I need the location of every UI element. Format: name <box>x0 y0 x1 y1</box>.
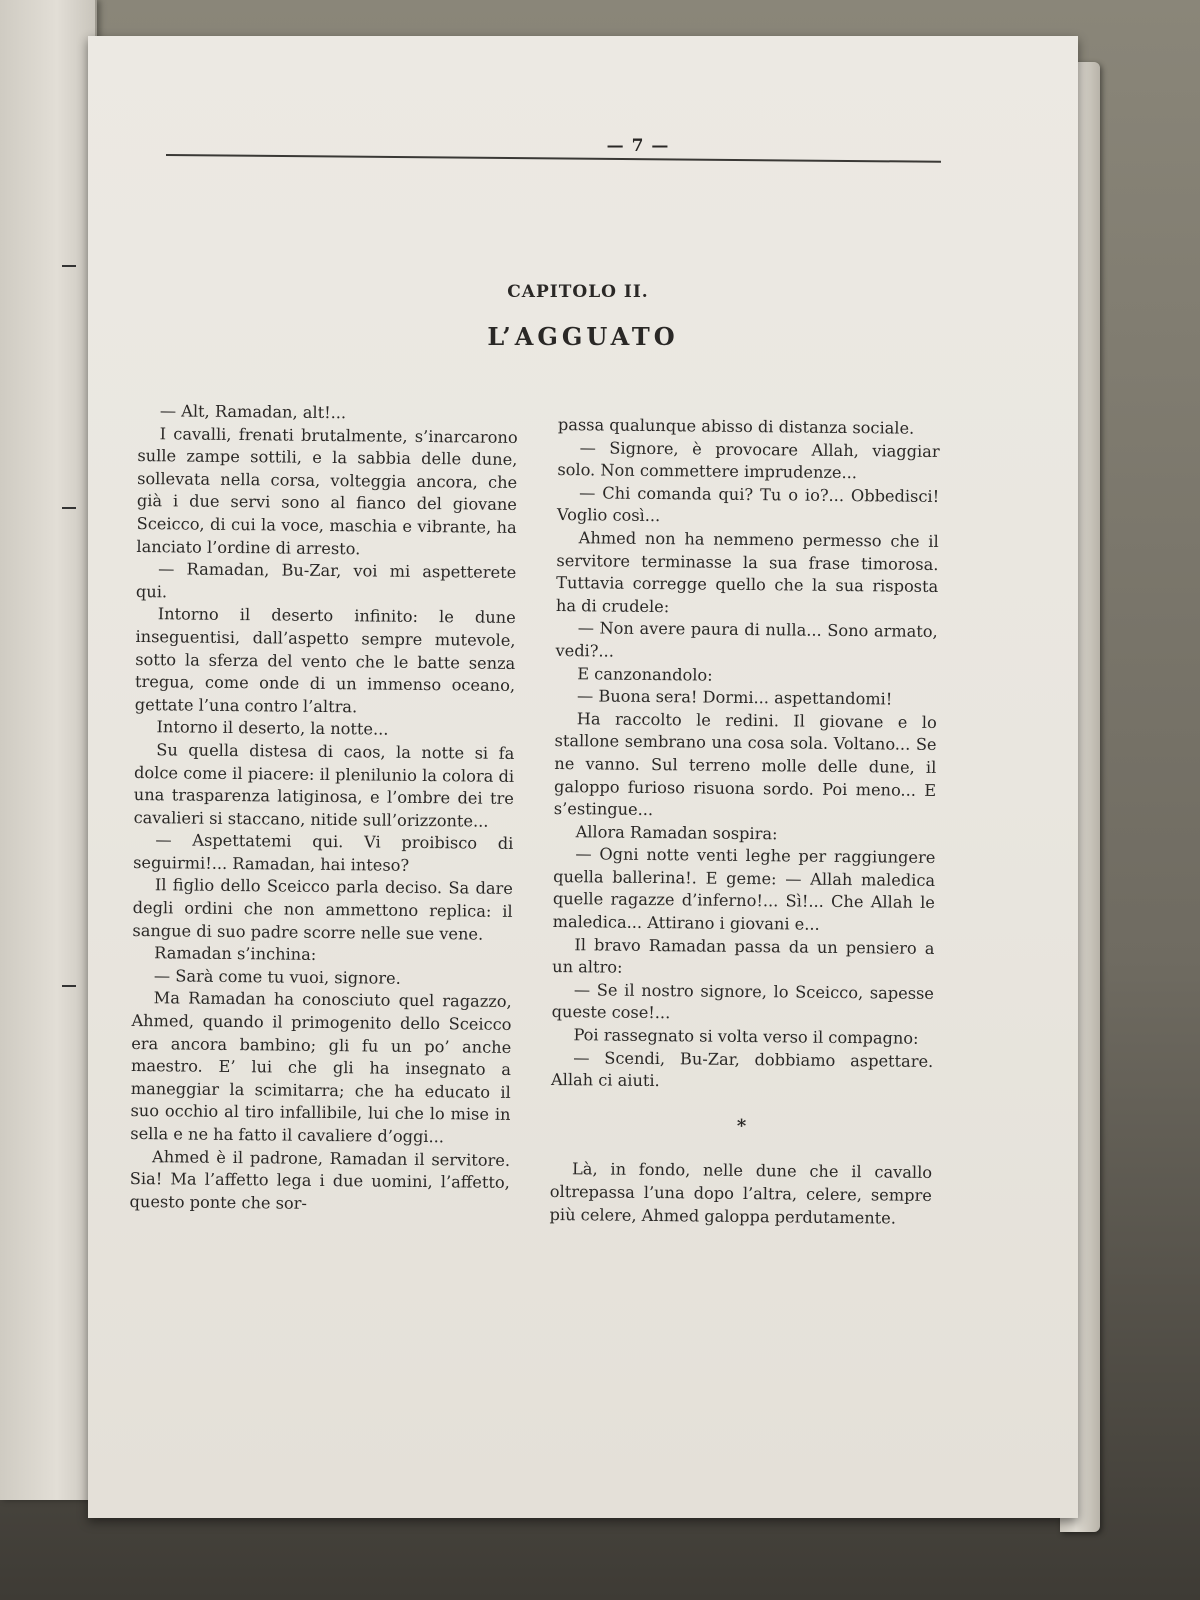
paragraph: — Buona sera! Dormi... aspettandomi! <box>576 686 893 709</box>
paragraph: — Chi comanda qui? Tu o io?... Obbedisci! Voglio così... <box>556 483 940 526</box>
chapter-title: L’AGGUATO <box>487 322 679 351</box>
chapter-label: CAPITOLO II. <box>507 282 649 302</box>
paragraph: Il figlio dello Sceicco parla deciso. Sa dare degli ordini che non ammettono replica: il sangue di suo padre scorre nelle sue vene. <box>132 875 514 944</box>
paragraph: Ahmed è il padrone, Ramadan il servitore. Sia! Ma l’affetto lega i due uomini, l’affetto, questo ponte che sor- <box>129 1146 511 1213</box>
text-column-right <box>549 414 939 1230</box>
paragraph: Poi rassegnato si volta verso il compagno: <box>573 1025 919 1048</box>
paragraph: Allora Ramadan sospira: <box>575 821 778 844</box>
paragraph: — Non avere paura di nulla... Sono armato, vedi?... <box>555 618 938 661</box>
binding-thread-mark <box>62 985 76 987</box>
paragraph: Intorno il deserto infinito: le dune inseguentisi, dall’aspetto sempre mutevole, sotto la sferza del vento che le batte senza tregua, come onde di un immenso oceano, gettate l’una contro l’altra. <box>134 604 516 717</box>
paragraph: — Se il nostro signore, lo Sceicco, sapesse queste cose!... <box>551 980 935 1023</box>
paragraph: Ma Ramadan ha conosciuto quel ragazzo, Ahmed, quando il primogenito dello Sceicco era ancora bambino; gli fu un po’ anche maestro. E’ lui che gli ha insegnato a maneggiar la scimitarra; che ha educato il suo occhio al tiro infallibile, lui che lo mise in sella e ne ha fatto il cavaliere d’oggi... <box>130 988 512 1147</box>
paragraph: passa qualunque abisso di distanza sociale. <box>557 414 915 438</box>
binding-thread-mark <box>62 265 76 267</box>
paragraph: — Scendi, Bu-Zar, dobbiamo aspettare. Allah ci aiuti. <box>550 1047 934 1091</box>
paragraph: — Sarà come tu vuoi, signore. <box>153 966 401 988</box>
paragraph: E canzonandolo: <box>577 663 713 685</box>
binding-thread-mark <box>62 507 76 509</box>
paragraph: Ramadan s’inchina: <box>154 943 317 965</box>
paragraph: — Signore, è provocare Allah, viaggiar solo. Non commettere imprudenze... <box>557 437 940 483</box>
paragraph: — Alt, Ramadan, alt!... <box>159 401 347 423</box>
paragraph: — Ogni notte venti leghe per raggiungere quella ballerina!. E geme: — Allah maledica quelle ragazze d’inferno!... Sì!... Che Allah le maledica... Attirano i giovani e... <box>552 844 936 934</box>
paragraph: Su quella distesa di caos, la notte si fa dolce come il piacere: il plenilunio la colora di una trasparenza latiginosa, e l’ombre dei tre cavalieri si staccano, nitide sull’orizzonte... <box>133 740 515 831</box>
text-column-left <box>129 400 517 1217</box>
paragraph: — Aspettatemi qui. Vi proibisco di seguirmi!... Ramadan, hai inteso? <box>133 830 514 875</box>
paragraph: I cavalli, frenati brutalmente, s’inarcarono sulle zampe sottili, e la sabbia delle dune, sollevata nella corsa, volteggia ancora, che già i due servi sono al fianco del giovane Sceicco, di cui la voce, maschia e vibrante, ha lanciato l’ordine di arresto. <box>136 423 518 558</box>
paragraph: — Ramadan, Bu-Zar, voi mi aspetterete qui. <box>135 559 517 602</box>
section-separator: * <box>736 1115 747 1137</box>
paragraph: Il bravo Ramadan passa da un pensiero a un altro: <box>552 934 935 977</box>
page-number: — 7 — <box>606 136 670 156</box>
paragraph: Ha raccolto le redini. Il giovane e lo stallone sembrano una cosa sola. Voltano... Se ne vanno. Sul terreno molle delle dune, il galoppo furioso risuona sordo. Poi meno... E s’estingue... <box>553 708 937 820</box>
paragraph: Intorno il deserto, la notte... <box>156 717 389 739</box>
facing-page-edge <box>0 0 97 1500</box>
paragraph: Ahmed non ha nemmeno permesso che il servitore terminasse la sua frase timorosa. Tuttavia corregge quello che la sua risposta ha di crudele: <box>555 528 939 616</box>
book-page <box>88 36 1078 1518</box>
paragraph: Là, in fondo, nelle dune che il cavallo oltrepassa l’una dopo l’altra, celere, sempre più celere, Ahmed galoppa perdutamente. <box>549 1159 933 1228</box>
